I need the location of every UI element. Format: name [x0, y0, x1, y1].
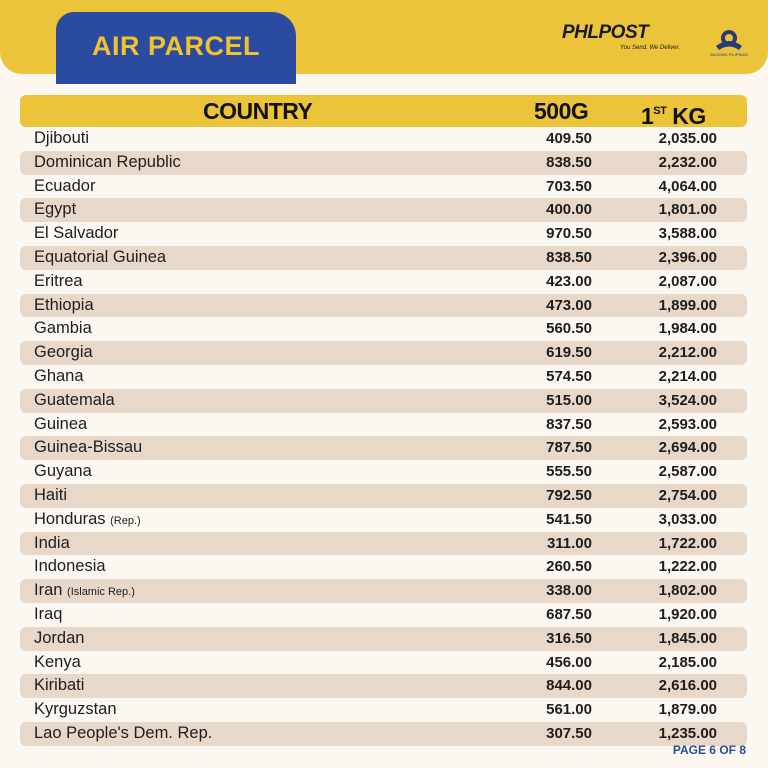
price-1st-kg-cell: 2,616.00	[658, 677, 717, 695]
price-1st-kg-cell: 2,232.00	[658, 153, 717, 171]
table-row	[20, 674, 747, 698]
column-header-500g: 500G	[534, 98, 589, 124]
country-cell: El Salvador	[34, 224, 119, 243]
table-row	[20, 151, 747, 175]
country-cell: Georgia	[34, 343, 93, 362]
country-cell: Dominican Republic	[34, 152, 181, 171]
country-cell: Kenya	[34, 652, 81, 671]
table-row	[20, 698, 747, 722]
country-cell: Ethiopia	[34, 295, 94, 314]
price-1st-kg-cell: 2,212.00	[658, 344, 717, 362]
table-row	[20, 341, 747, 365]
table-row	[20, 508, 747, 532]
price-500g-cell: 307.50	[546, 724, 592, 742]
column-header-1st-kg: 1ST KG	[641, 103, 706, 129]
price-1st-kg-cell: 1,899.00	[658, 296, 717, 314]
price-1st-kg-cell: 2,214.00	[658, 367, 717, 385]
price-1st-kg-cell: 1,801.00	[658, 201, 717, 219]
table-row	[20, 651, 747, 675]
country-cell: Lao People's Dem. Rep.	[34, 723, 213, 742]
table-row	[20, 603, 747, 627]
price-500g-cell: 555.50	[546, 463, 592, 481]
price-1st-kg-cell: 3,524.00	[658, 391, 717, 409]
table-row	[20, 198, 747, 222]
price-1st-kg-cell: 1,235.00	[658, 724, 717, 742]
country-cell: Indonesia	[34, 557, 106, 576]
country-cell: Honduras (Rep.)	[34, 509, 141, 528]
table-row	[20, 127, 747, 151]
logo-tagline: You Send. We Deliver.	[620, 45, 681, 51]
country-cell: Eritrea	[34, 271, 83, 290]
svg-text:BAGONG PILIPINAS: BAGONG PILIPINAS	[710, 52, 748, 57]
table-row	[20, 175, 747, 199]
table-row	[20, 460, 747, 484]
price-1st-kg-cell: 2,396.00	[658, 248, 717, 266]
country-cell: Equatorial Guinea	[34, 247, 167, 266]
table-row	[20, 555, 747, 579]
price-1st-kg-cell: 2,087.00	[658, 272, 717, 290]
price-500g-cell: 515.00	[546, 391, 592, 409]
page-indicator: PAGE 6 OF 8	[672, 743, 746, 757]
price-500g-cell: 837.50	[546, 415, 592, 433]
page-title: AIR PARCEL	[91, 30, 260, 61]
phlpost-logo	[562, 22, 702, 56]
country-cell: Guyana	[34, 462, 92, 481]
price-500g-cell: 687.50	[546, 605, 592, 623]
country-cell: Iran (Islamic Rep.)	[34, 581, 135, 600]
price-1st-kg-cell: 2,587.00	[658, 463, 717, 481]
rate-table	[20, 95, 747, 746]
price-500g-cell: 970.50	[546, 225, 592, 243]
price-500g-cell: 574.50	[546, 367, 592, 385]
table-row	[20, 389, 747, 413]
price-500g-cell: 560.50	[546, 320, 592, 338]
table-row	[20, 222, 747, 246]
country-cell: Kyrguzstan	[34, 700, 117, 719]
price-500g-cell: 561.00	[546, 701, 592, 719]
country-cell: Ghana	[34, 366, 84, 385]
country-cell: Gambia	[34, 319, 92, 338]
price-1st-kg-cell: 1,879.00	[658, 701, 717, 719]
price-500g-cell: 311.00	[546, 534, 592, 552]
country-cell: Kiribati	[34, 676, 85, 695]
table-row	[20, 722, 747, 746]
price-1st-kg-cell: 1,802.00	[658, 582, 717, 600]
logo-wordmark: PHLPOST	[562, 22, 649, 43]
country-cell: Guatemala	[34, 390, 115, 409]
table-row	[20, 246, 747, 270]
country-cell: Djibouti	[34, 129, 90, 147]
price-500g-cell: 838.50	[546, 153, 592, 171]
price-500g-cell: 316.50	[546, 629, 592, 647]
price-1st-kg-cell: 2,694.00	[658, 439, 717, 457]
table-header	[20, 95, 747, 127]
price-1st-kg-cell: 2,185.00	[658, 653, 717, 671]
title-tab	[56, 12, 296, 84]
price-500g-cell: 838.50	[546, 248, 592, 266]
price-500g-cell: 787.50	[546, 439, 592, 457]
price-500g-cell: 703.50	[546, 177, 592, 195]
country-cell: Haiti	[34, 485, 68, 504]
table-row	[20, 365, 747, 389]
table-row	[20, 532, 747, 556]
table-row	[20, 317, 747, 341]
bagong-pilipinas-seal-icon	[712, 24, 746, 58]
price-500g-cell: 844.00	[546, 677, 592, 695]
table-row	[20, 270, 747, 294]
price-500g-cell: 260.50	[546, 558, 592, 576]
price-500g-cell: 423.00	[546, 272, 592, 290]
price-1st-kg-cell: 2,754.00	[658, 486, 717, 504]
price-1st-kg-cell: 1,722.00	[658, 534, 717, 552]
country-cell: India	[34, 533, 70, 552]
price-500g-cell: 338.00	[546, 582, 592, 600]
price-500g-cell: 400.00	[546, 201, 592, 219]
table-row	[20, 436, 747, 460]
price-500g-cell: 541.50	[546, 510, 592, 528]
price-500g-cell: 409.50	[546, 130, 592, 147]
price-1st-kg-cell: 2,035.00	[658, 130, 717, 147]
price-500g-cell: 473.00	[546, 296, 592, 314]
country-note: (Islamic Rep.)	[67, 586, 135, 599]
country-cell: Jordan	[34, 628, 85, 647]
price-1st-kg-cell: 4,064.00	[658, 177, 717, 195]
column-header-country: COUNTRY	[203, 98, 313, 124]
price-1st-kg-cell: 1,920.00	[658, 605, 717, 623]
price-1st-kg-cell: 1,845.00	[658, 629, 717, 647]
price-500g-cell: 619.50	[546, 344, 592, 362]
price-500g-cell: 456.00	[546, 653, 592, 671]
price-1st-kg-cell: 3,588.00	[658, 225, 717, 243]
country-note: (Rep.)	[110, 514, 141, 527]
country-cell: Iraq	[34, 604, 63, 623]
table-row	[20, 627, 747, 651]
price-1st-kg-cell: 2,593.00	[658, 415, 717, 433]
table-row	[20, 413, 747, 437]
table-row	[20, 294, 747, 318]
country-cell: Ecuador	[34, 176, 96, 195]
price-1st-kg-cell: 3,033.00	[658, 510, 717, 528]
table-row	[20, 484, 747, 508]
price-1st-kg-cell: 1,984.00	[658, 320, 717, 338]
country-cell: Guinea	[34, 414, 88, 433]
price-1st-kg-cell: 1,222.00	[658, 558, 717, 576]
country-cell: Egypt	[34, 200, 77, 219]
table-row	[20, 579, 747, 603]
country-cell: Guinea-Bissau	[34, 438, 143, 457]
price-500g-cell: 792.50	[546, 486, 592, 504]
table-body	[20, 127, 747, 746]
